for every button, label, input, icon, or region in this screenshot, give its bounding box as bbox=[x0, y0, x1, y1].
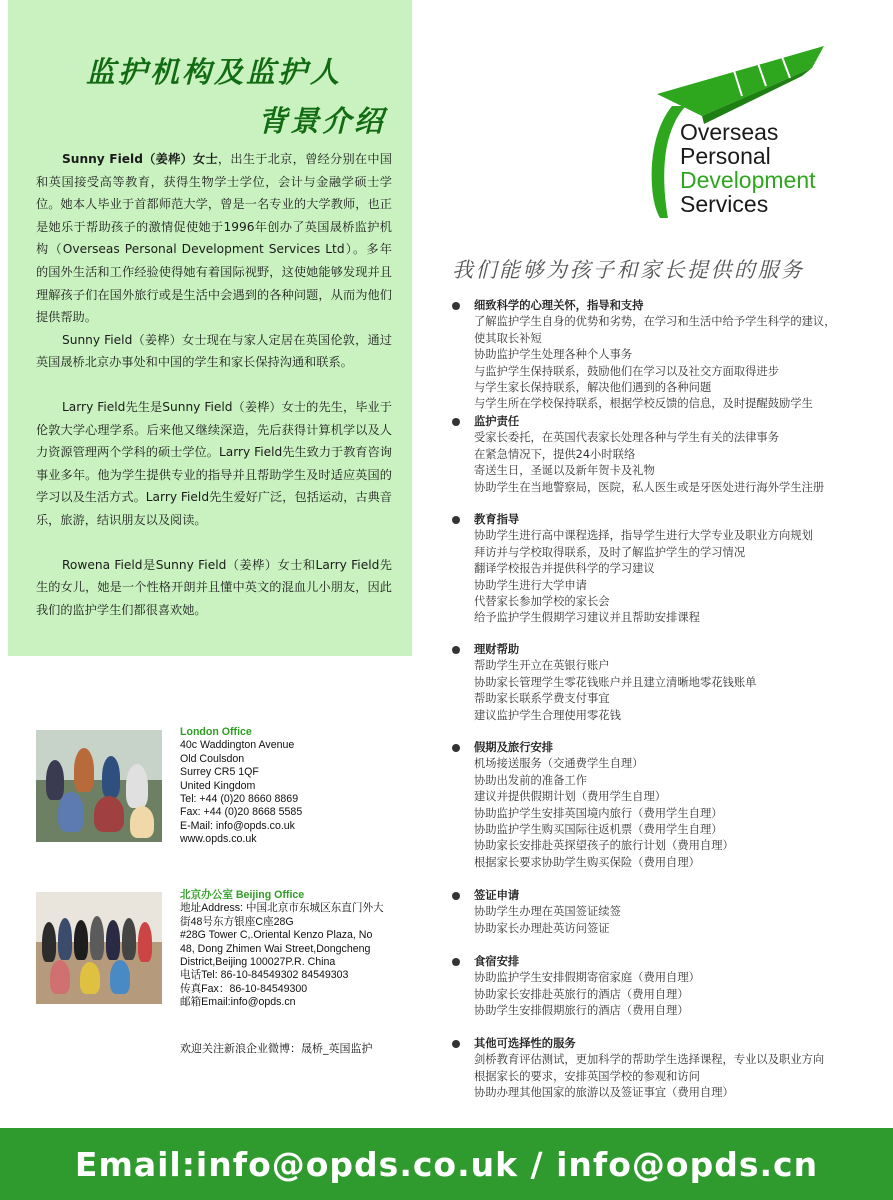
service-item: 建议监护学生合理使用零花钱 bbox=[474, 708, 621, 722]
service-item: 协助监护学生安排假期寄宿家庭（费用自理） bbox=[474, 971, 700, 985]
service-item: 受家长委托，在英国代表家长处理各种与学生有关的法律事务 bbox=[474, 431, 780, 445]
bullet-icon bbox=[452, 302, 460, 310]
service-section bbox=[452, 888, 872, 937]
service-item: 协助学生办理在英国签证续签 bbox=[474, 905, 621, 919]
bio-paragraph-larry: Larry Field先生是Sunny Field（姜桦）女士的先生，毕业于伦敦大学心理学系。后来他又继续深造，先后获得计算机学以及人力资源管理两个学科的硕士学位。Larry Field先生致力于教育咨询事业多年。他为学生提供专业的指导并且帮助学生及时适应英国的学习以及生活方式。Larry Field先生爱好广泛，包括运动，古典音乐，旅游，结识朋友以及阅读。 bbox=[36, 399, 392, 527]
service-item: 协助家长安排赴英旅行的酒店（费用自理） bbox=[474, 987, 689, 1001]
beijing-line: 48, Dong Zhimen Wai Street,Dongcheng bbox=[180, 942, 371, 955]
service-section-heading-text: 签证申请 bbox=[474, 889, 520, 902]
bio-title bbox=[86, 50, 386, 140]
london-line: Old Coulsdon bbox=[180, 752, 245, 765]
service-section-heading-text: 其他可选择性的服务 bbox=[474, 1037, 576, 1050]
service-item: 协助家长办理赴英访问签证 bbox=[474, 921, 610, 935]
service-item: 翻译学校报告并提供科学的学习建议 bbox=[474, 562, 655, 576]
beijing-line: District,Beijing 100027P.R. China bbox=[180, 956, 336, 969]
service-section-heading bbox=[452, 740, 872, 756]
service-item: 协助家长管理学生零花钱账户并且建立清晰地零花钱账单 bbox=[474, 675, 757, 689]
london-office-title: London Office bbox=[180, 726, 252, 738]
service-section-heading-text: 假期及旅行安排 bbox=[474, 741, 554, 754]
service-section-heading bbox=[452, 1036, 872, 1052]
bio-title-line1: 监护机构及监护人 bbox=[86, 55, 343, 89]
london-website-link[interactable]: www.opds.co.uk bbox=[180, 833, 257, 846]
service-item: 剑桥教育评估测试，更加科学的帮助学生选择课程，专业以及职业方向 bbox=[474, 1053, 825, 1067]
service-item: 与学生所在学校保持联系，根据学校反馈的信息，及时提醒鼓励学生 bbox=[474, 397, 813, 411]
beijing-line: 地址Address: 中国北京市东城区东直门外大 bbox=[180, 902, 384, 915]
service-section bbox=[452, 642, 872, 724]
service-item: 寄送生日，圣诞以及新年贺卡及礼物 bbox=[474, 464, 655, 478]
beijing-office bbox=[180, 889, 384, 1010]
footer-email-banner[interactable]: Email:info@opds.co.uk / info@opds.cn bbox=[0, 1128, 893, 1200]
london-fax: Fax: +44 (0)20 8668 5585 bbox=[180, 806, 303, 819]
service-section-heading-text: 监护责任 bbox=[474, 415, 520, 428]
beijing-office-photo bbox=[36, 892, 162, 1004]
service-item: 使其取长补短 bbox=[474, 331, 542, 345]
opds-logo bbox=[642, 46, 842, 221]
service-item: 协助办理其他国家的旅游以及签证事宜（费用自理） bbox=[474, 1086, 734, 1100]
logo-text-line4: Services bbox=[680, 191, 769, 217]
london-office-photo bbox=[36, 730, 162, 842]
service-item: 帮助家长联系学费支付事宜 bbox=[474, 692, 610, 706]
service-section-heading-text: 食宿安排 bbox=[474, 955, 520, 968]
bullet-icon bbox=[452, 646, 460, 654]
bio-body bbox=[36, 148, 392, 621]
service-item: 根据家长要求协助学生购买保险（费用自理） bbox=[474, 855, 700, 869]
service-section-heading bbox=[452, 642, 872, 658]
bio-title-line2: 背景介绍 bbox=[257, 104, 386, 138]
service-section bbox=[452, 740, 872, 871]
service-section bbox=[452, 512, 872, 627]
service-section bbox=[452, 1036, 872, 1102]
service-section-heading-text: 细致科学的心理关怀，指导和支持 bbox=[474, 299, 644, 312]
bio-sunny-name: Sunny Field（姜桦）女士 bbox=[62, 152, 218, 166]
service-item: 协助出发前的准备工作 bbox=[474, 773, 587, 787]
service-item: 协助监护学生购买国际往返机票（费用学生自理） bbox=[474, 823, 723, 837]
service-item: 与监护学生保持联系，鼓励他们在学习以及社交方面取得进步 bbox=[474, 364, 780, 378]
london-line: Surrey CR5 1QF bbox=[180, 766, 259, 779]
bullet-icon bbox=[452, 516, 460, 524]
service-section-heading bbox=[452, 414, 872, 430]
beijing-office-title: 北京办公室 Beijing Office bbox=[180, 889, 305, 901]
service-item: 与学生家长保持联系，解决他们遇到的各种问题 bbox=[474, 381, 712, 395]
service-item: 协助学生进行高中课程选择，指导学生进行大学专业及职业方向规划 bbox=[474, 529, 813, 543]
service-item: 在紧急情况下，提供24小时联络 bbox=[474, 447, 636, 461]
service-item: 协助家长安排赴英探望孩子的旅行计划（费用自理） bbox=[474, 839, 734, 853]
service-section-heading bbox=[452, 512, 872, 528]
logo-text-line2: Personal bbox=[680, 143, 771, 169]
service-item: 协助学生进行大学申请 bbox=[474, 578, 587, 592]
london-line: 40c Waddington Avenue bbox=[180, 739, 295, 752]
beijing-fax: 传真Fax：86-10-84549300 bbox=[180, 982, 308, 995]
service-item: 协助监护学生处理各种个人事务 bbox=[474, 348, 633, 362]
bio-sunny-text: ，出生于北京，曾经分别在中国和英国接受高等教育，获得生物学士学位，会计与金融学硕士学位。她本人毕业于首都师范大学，曾是一名专业的大学教师，也正是她乐于帮助孩子的激情促使她于1996年创办了英国晟桥监护机构（Overseas Personal Development Services Ltd）。多年的国外生活和工作经验使得她有着国际视野，这使她能够发现并且理解孩子们在国外旅行或是生活中会遇到的各种问题，从而为他们提供帮助。 bbox=[36, 152, 392, 325]
service-section bbox=[452, 954, 872, 1020]
beijing-line: 街48号东方银座C座28G bbox=[180, 915, 294, 928]
service-item: 帮助学生开立在英银行账户 bbox=[474, 659, 610, 673]
london-tel: Tel: +44 (0)20 8660 8869 bbox=[180, 793, 299, 806]
bio-paragraph-sunny bbox=[36, 148, 392, 329]
service-item: 协助学生安排假期旅行的酒店（费用自理） bbox=[474, 1004, 689, 1018]
bio-paragraph-rowena: Rowena Field是Sunny Field（姜桦）女士和Larry Field先生的女儿，她是一个性格开朗并且懂中英文的混血儿小朋友，因此我们的监护学生们都很喜欢她。 bbox=[36, 557, 392, 617]
service-section bbox=[452, 298, 872, 413]
service-item: 根据家长的要求，安排英国学校的参观和访问 bbox=[474, 1069, 700, 1083]
service-item: 协助学生在当地警察局，医院，私人医生或是牙医处进行海外学生注册 bbox=[474, 480, 825, 494]
bullet-icon bbox=[452, 744, 460, 752]
beijing-tel: 电话Tel: 86-10-84549302 84549303 bbox=[180, 969, 349, 982]
weibo-notice: 欢迎关注新浪企业微博：晟桥_英国监护 bbox=[180, 1042, 373, 1055]
service-item: 拜访并与学校取得联系，及时了解监护学生的学习情况 bbox=[474, 545, 746, 559]
beijing-email[interactable]: 邮箱Email:info@opds.cn bbox=[180, 996, 296, 1009]
london-line: United Kingdom bbox=[180, 779, 256, 792]
bullet-icon bbox=[452, 418, 460, 426]
service-section bbox=[452, 414, 872, 496]
beijing-line: #28G Tower C,.Oriental Kenzo Plaza, No bbox=[180, 929, 373, 942]
service-section-heading bbox=[452, 954, 872, 970]
service-item: 建议并提供假期计划（费用学生自理） bbox=[474, 790, 667, 804]
service-item: 了解监护学生自身的优势和劣势，在学习和生活中给予学生科学的建议， bbox=[474, 315, 836, 329]
service-item: 协助监护学生安排英国境内旅行（费用学生自理） bbox=[474, 806, 723, 820]
service-section-heading bbox=[452, 298, 872, 314]
london-email[interactable]: E-Mail: info@opds.co.uk bbox=[180, 819, 295, 832]
service-item: 机场接送服务（交通费学生自理） bbox=[474, 757, 644, 771]
service-section-heading bbox=[452, 888, 872, 904]
logo-text-line3: Development bbox=[680, 167, 816, 193]
service-section-heading-text: 理财帮助 bbox=[474, 643, 520, 656]
bullet-icon bbox=[452, 1040, 460, 1048]
service-section-heading-text: 教育指导 bbox=[474, 513, 520, 526]
services-title: 我们能够为孩子和家长提供的服务 bbox=[452, 258, 805, 282]
bullet-icon bbox=[452, 892, 460, 900]
service-item: 给予监护学生假期学习建议并且帮助安排课程 bbox=[474, 611, 700, 625]
logo-text-line1: Overseas bbox=[680, 119, 779, 145]
service-item: 代替家长参加学校的家长会 bbox=[474, 595, 610, 609]
logo-text bbox=[680, 120, 816, 216]
london-office bbox=[180, 726, 302, 847]
bullet-icon bbox=[452, 958, 460, 966]
bio-paragraph-sunny-2: Sunny Field（姜桦）女士现在与家人定居在英国伦敦，通过英国晟桥北京办事处和中国的学生和家长保持沟通和联系。 bbox=[36, 332, 392, 370]
